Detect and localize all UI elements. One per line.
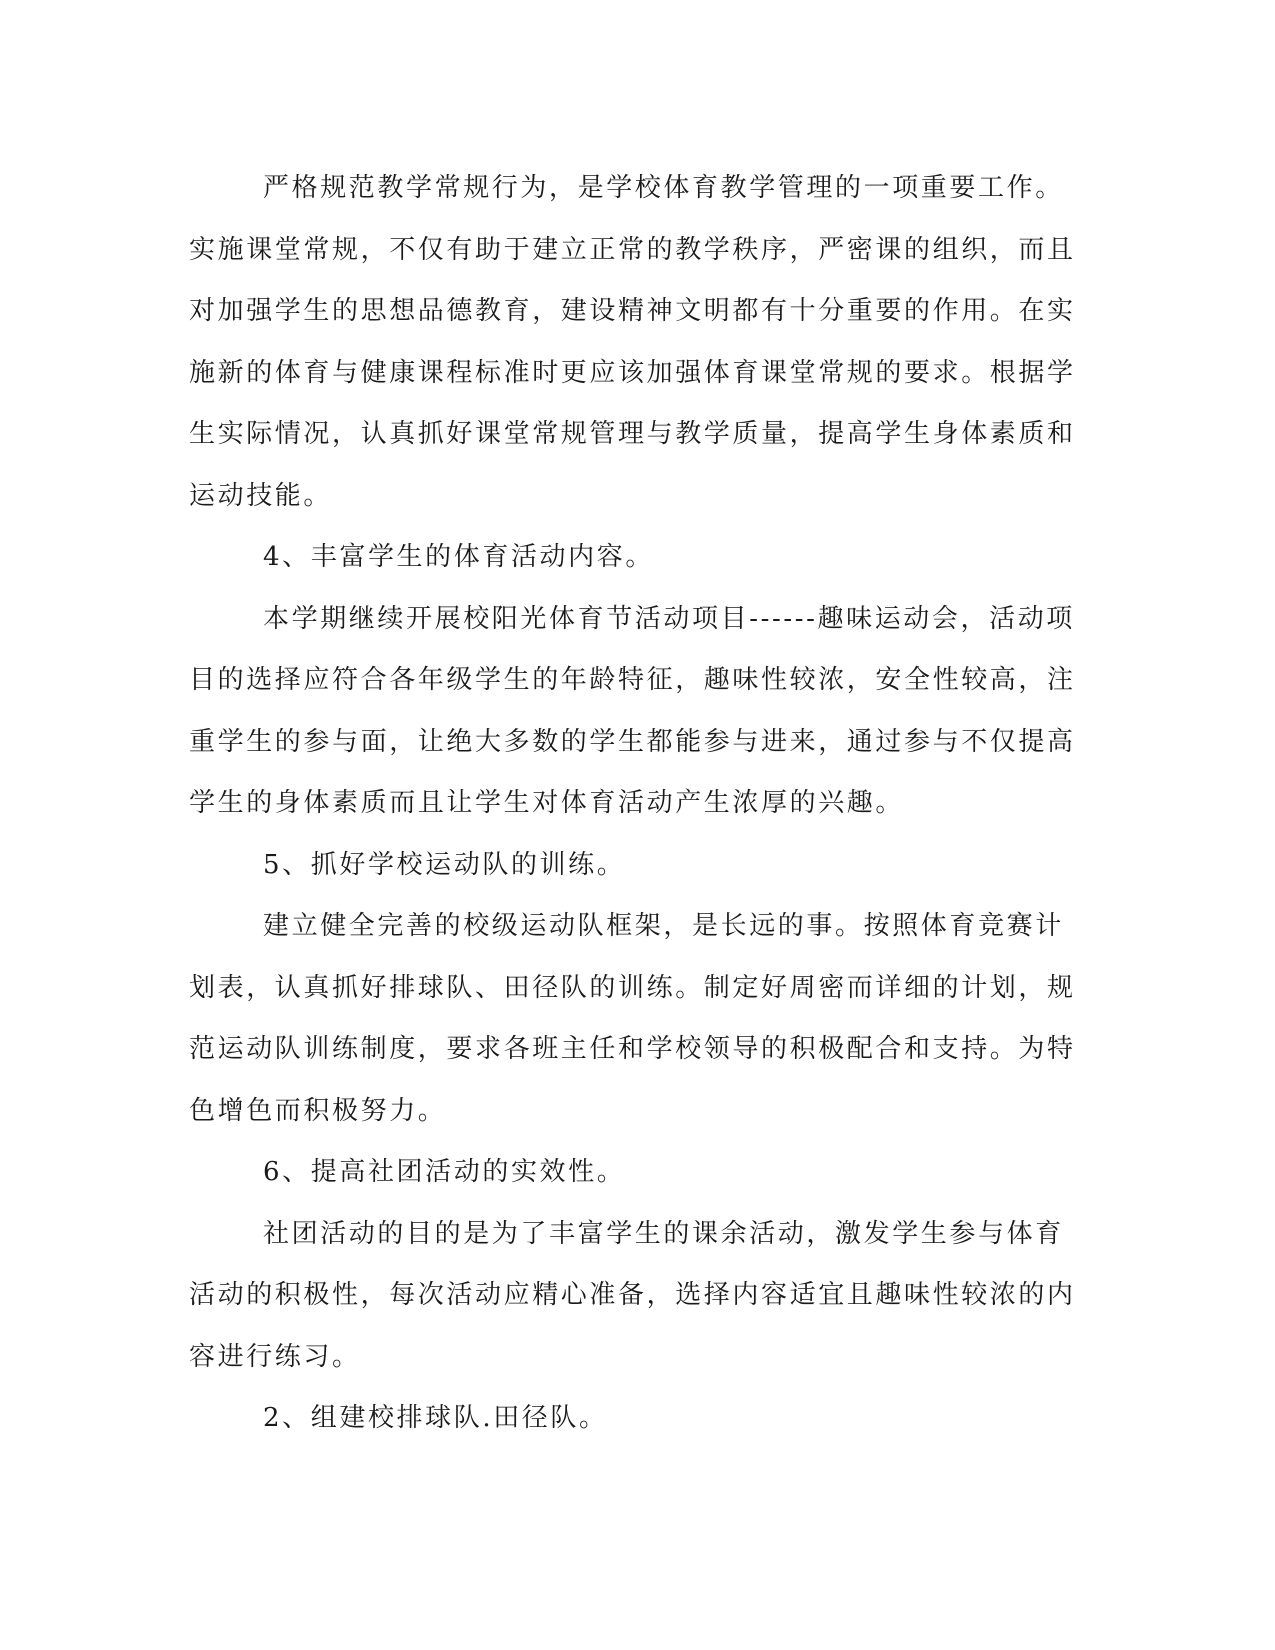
paragraph-sunshine-sports: 本学期继续开展校阳光体育节活动项目------趣味运动会，活动项目的选择应符合各年级学生的年龄特征，趣味性较浓，安全性较高，注重学生的参与面，让绝大多数的学生都能参与进来，通过参与不仅提高学生的身体素质而且让学生对体育活动产生浓厚的兴趣。 [189,603,1076,818]
paragraph-teaching-routine: 严格规范教学常规行为，是学校体育教学管理的一项重要工作。实施课堂常规，不仅有助于建立正常的教学秩序，严密课的组织，而且对加强学生的思想品德教育，建设精神文明都有十分重要的作用。在实施新的体育与健康课程标准时更应该加强体育课堂常规的要求。根据学生实际情况，认真抓好课堂常规管理与教学质量，提高学生身体素质和运动技能。 [189,173,1076,511]
heading-club-effectiveness: 6、提高社团活动的实效性。 [263,1157,626,1187]
heading-enrich-activities: 4、丰富学生的体育活动内容。 [263,542,654,572]
paragraph-team-framework: 建立健全完善的校级运动队框架，是长远的事。按照体育竞赛计划表，认真抓好排球队、田径队的训练。制定好周密而详细的计划，规范运动队训练制度，要求各班主任和学校领导的积极配合和支持。为特色增色而积极努力。 [189,911,1076,1126]
heading-team-training: 5、抓好学校运动队的训练。 [263,849,626,880]
paragraph-club-activities: 社团活动的目的是为了丰富学生的课余活动，激发学生参与体育活动的积极性，每次活动应精心准备，选择内容适宜且趣味性较浓的内容进行练习。 [189,1218,1076,1372]
document-body [189,158,1089,1450]
heading-form-teams: 2、组建校排球队.田径队。 [263,1403,608,1433]
